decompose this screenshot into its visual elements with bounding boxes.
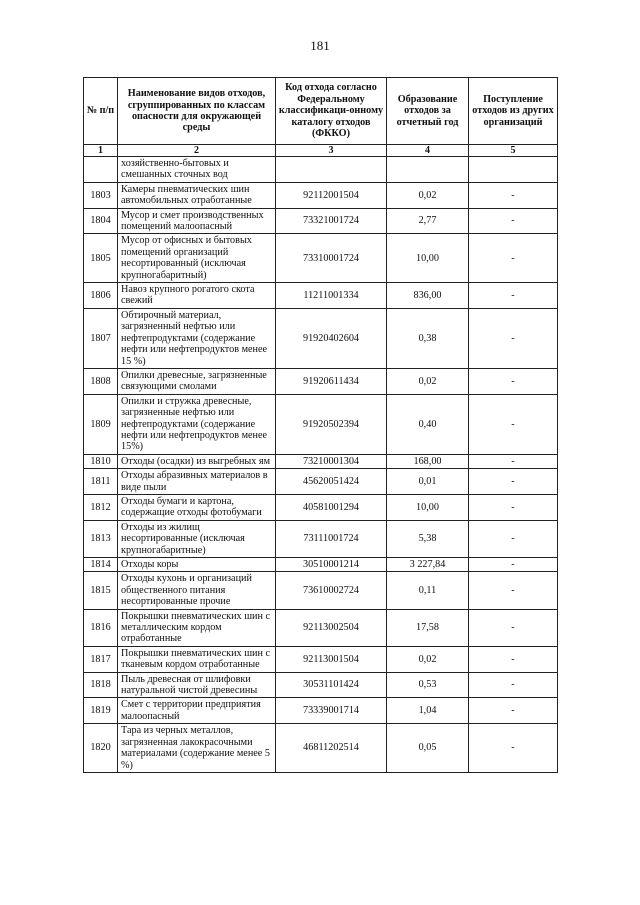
incoming-amount: -: [469, 469, 558, 495]
waste-name: Покрышки пневматических шин с тканевым кордом отработанные: [118, 646, 276, 672]
waste-name: Отходы абразивных материалов в виде пыли: [118, 469, 276, 495]
generated-amount: 0,02: [387, 368, 469, 394]
incoming-amount: -: [469, 646, 558, 672]
row-number: 1805: [84, 234, 118, 283]
fkko-code: 91920402604: [276, 308, 387, 368]
row-number: 1818: [84, 672, 118, 698]
header-num: № п/п: [84, 78, 118, 145]
fkko-code: 46811202514: [276, 724, 387, 773]
waste-name: Отходы кухонь и организаций общественного питания несортированные прочие: [118, 572, 276, 609]
table-row: [84, 454, 558, 468]
generated-amount: 10,00: [387, 234, 469, 283]
row-number: 1819: [84, 698, 118, 724]
generated-amount: 3 227,84: [387, 558, 469, 572]
row-number: 1817: [84, 646, 118, 672]
fkko-code: 73210001304: [276, 454, 387, 468]
row-number: 1803: [84, 182, 118, 208]
generated-amount: 0,01: [387, 469, 469, 495]
row-number: 1816: [84, 609, 118, 646]
generated-amount: 17,58: [387, 609, 469, 646]
waste-name: Обтирочный материал, загрязненный нефтью или нефтепродуктами (содержание нефти или нефтепродуктов менее 15 %): [118, 308, 276, 368]
header-incoming: Поступление отходов из других организаций: [469, 78, 558, 145]
page-number: 181: [310, 38, 330, 53]
fkko-code: 30531101424: [276, 672, 387, 698]
fkko-code: 73321001724: [276, 208, 387, 234]
generated-amount: 836,00: [387, 283, 469, 309]
fkko-code: 11211001334: [276, 283, 387, 309]
table-row: [84, 558, 558, 572]
table-row: [84, 494, 558, 520]
waste-name: Отходы из жилищ несортированные (исключая крупногабаритные): [118, 520, 276, 557]
table-row: [84, 646, 558, 672]
row-number: 1804: [84, 208, 118, 234]
incoming-amount: -: [469, 558, 558, 572]
generated-amount: 0,11: [387, 572, 469, 609]
table-row: [84, 469, 558, 495]
incoming-amount: -: [469, 609, 558, 646]
incoming-amount: -: [469, 283, 558, 309]
generated-amount: 0,02: [387, 182, 469, 208]
fkko-code: 45620051424: [276, 469, 387, 495]
column-number: 1: [84, 145, 118, 157]
generated-amount: 0,38: [387, 308, 469, 368]
header-row: [84, 78, 558, 145]
fkko-code: 92113001504: [276, 646, 387, 672]
fkko-code: 73111001724: [276, 520, 387, 557]
fkko-code: 73339001714: [276, 698, 387, 724]
waste-name: Мусор и смет производственных помещений малоопасный: [118, 208, 276, 234]
column-number: 5: [469, 145, 558, 157]
column-number: 2: [118, 145, 276, 157]
incoming-amount: -: [469, 572, 558, 609]
row-number: 1815: [84, 572, 118, 609]
waste-name: Навоз крупного рогатого скота свежий: [118, 283, 276, 309]
waste-name: Тара из черных металлов, загрязненная лакокрасочными материалами (содержание менее 5 %): [118, 724, 276, 773]
waste-name: Опилки древесные, загрязненные связующими смолами: [118, 368, 276, 394]
table-row: [84, 157, 558, 183]
waste-name: Отходы бумаги и картона, содержащие отходы фотобумаги: [118, 494, 276, 520]
incoming-amount: -: [469, 672, 558, 698]
incoming-amount: -: [469, 698, 558, 724]
fkko-code: [276, 157, 387, 183]
waste-name: Камеры пневматических шин автомобильных отработанные: [118, 182, 276, 208]
fkko-code: 92112001504: [276, 182, 387, 208]
incoming-amount: -: [469, 208, 558, 234]
waste-name: Опилки и стружка древесные, загрязненные нефтью или нефтепродуктами (содержание нефти или нефтепродуктов менее 15%): [118, 394, 276, 454]
row-number: 1812: [84, 494, 118, 520]
table-row: [84, 724, 558, 773]
row-number: 1806: [84, 283, 118, 309]
header-amount: Образование отходов за отчетный год: [387, 78, 469, 145]
incoming-amount: -: [469, 234, 558, 283]
fkko-code: 40581001294: [276, 494, 387, 520]
incoming-amount: -: [469, 494, 558, 520]
table-row: [84, 182, 558, 208]
incoming-amount: -: [469, 308, 558, 368]
fkko-code: 91920502394: [276, 394, 387, 454]
fkko-code: 30510001214: [276, 558, 387, 572]
row-number: 1807: [84, 308, 118, 368]
row-number: 1813: [84, 520, 118, 557]
waste-table: [83, 77, 558, 773]
fkko-code: 73610002724: [276, 572, 387, 609]
row-number: [84, 157, 118, 183]
column-number: 4: [387, 145, 469, 157]
row-number: 1810: [84, 454, 118, 468]
table-row: [84, 520, 558, 557]
table-row: [84, 208, 558, 234]
waste-name: Отходы (осадки) из выгребных ям: [118, 454, 276, 468]
generated-amount: 0,02: [387, 646, 469, 672]
incoming-amount: -: [469, 724, 558, 773]
table-row: [84, 672, 558, 698]
table-row: [84, 572, 558, 609]
generated-amount: 2,77: [387, 208, 469, 234]
generated-amount: 0,05: [387, 724, 469, 773]
waste-name: Покрышки пневматических шин с металлическим кордом отработанные: [118, 609, 276, 646]
column-number: 3: [276, 145, 387, 157]
row-number: 1808: [84, 368, 118, 394]
incoming-amount: [469, 157, 558, 183]
fkko-code: 92113002504: [276, 609, 387, 646]
generated-amount: 10,00: [387, 494, 469, 520]
header-code: Код отхода согласно Федеральному классификаци-онному каталогу отходов (ФККО): [276, 78, 387, 145]
table-row: [84, 234, 558, 283]
table-row: [84, 308, 558, 368]
table-row: [84, 394, 558, 454]
generated-amount: 168,00: [387, 454, 469, 468]
incoming-amount: -: [469, 182, 558, 208]
header-name: Наименование видов отходов, сгруппированных по классам опасности для окружающей среды: [118, 78, 276, 145]
fkko-code: 73310001724: [276, 234, 387, 283]
incoming-amount: -: [469, 368, 558, 394]
row-number: 1820: [84, 724, 118, 773]
waste-name: Мусор от офисных и бытовых помещений организаций несортированный (исключая крупногабаритный): [118, 234, 276, 283]
waste-name: Смет с территории предприятия малоопасный: [118, 698, 276, 724]
incoming-amount: -: [469, 520, 558, 557]
generated-amount: 1,04: [387, 698, 469, 724]
generated-amount: 0,53: [387, 672, 469, 698]
incoming-amount: -: [469, 394, 558, 454]
table-row: [84, 609, 558, 646]
waste-name: хозяйственно-бытовых и смешанных сточных вод: [118, 157, 276, 183]
generated-amount: [387, 157, 469, 183]
row-number: 1811: [84, 469, 118, 495]
table-row: [84, 368, 558, 394]
row-number: 1814: [84, 558, 118, 572]
column-number-row: [84, 145, 558, 157]
row-number: 1809: [84, 394, 118, 454]
waste-name: Отходы коры: [118, 558, 276, 572]
table-row: [84, 698, 558, 724]
fkko-code: 91920611434: [276, 368, 387, 394]
table-row: [84, 283, 558, 309]
incoming-amount: -: [469, 454, 558, 468]
generated-amount: 5,38: [387, 520, 469, 557]
table-body: [84, 157, 558, 773]
generated-amount: 0,40: [387, 394, 469, 454]
waste-name: Пыль древесная от шлифовки натуральной чистой древесины: [118, 672, 276, 698]
